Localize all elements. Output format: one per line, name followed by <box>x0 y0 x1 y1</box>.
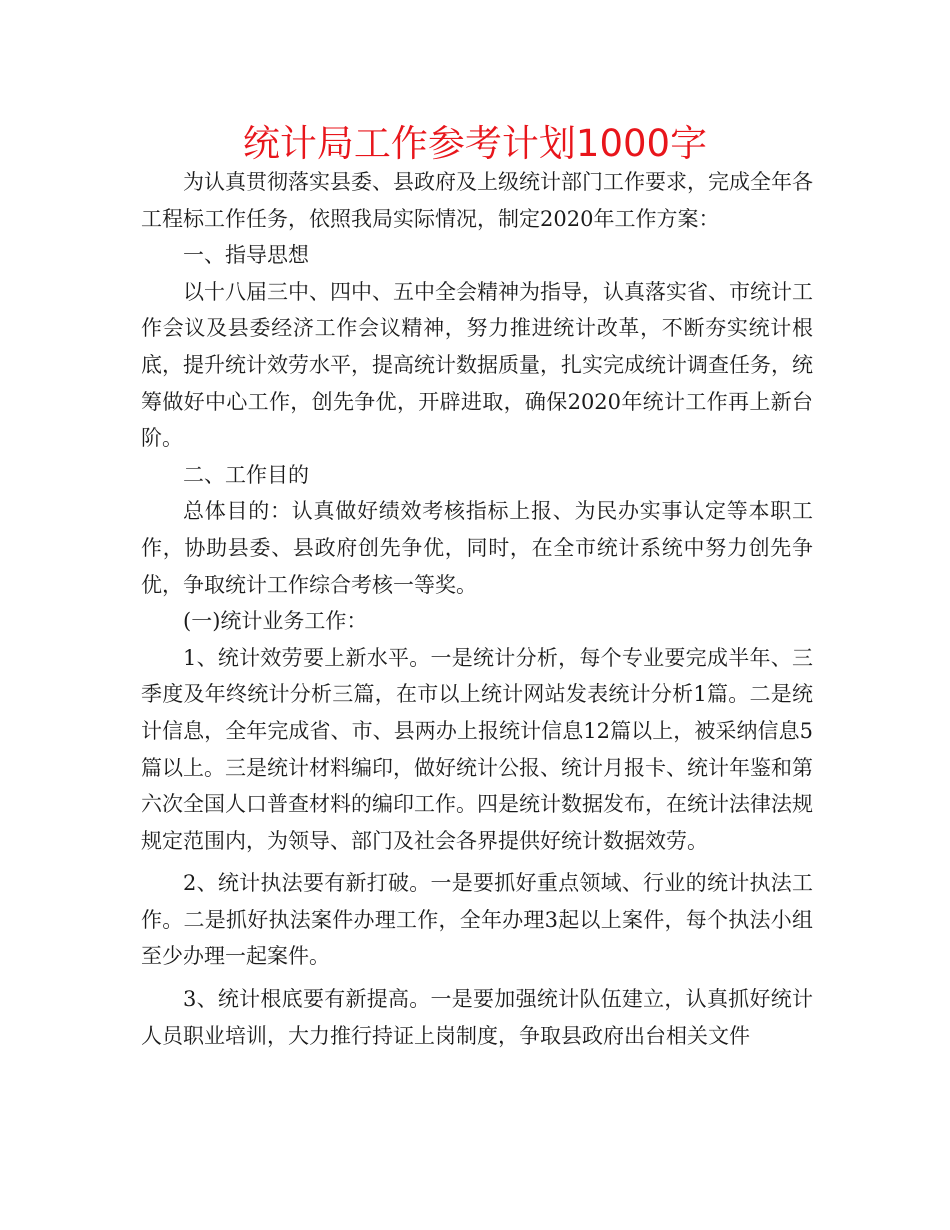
subsection-heading-statistical-business: (一)统计业务工作： <box>183 609 368 634</box>
paragraph-intro: 为认真贯彻落实县委、县政府及上级统计部门工作要求，完成全年各工程标工作任务，依照我局实际情况，制定2020年工作方案： <box>141 170 813 231</box>
section-heading-work-goals: 二、工作目的 <box>183 462 309 487</box>
paragraph-item-2: 2、统计执法要有新打破。一是要抓好重点领域、行业的统计执法工作。二是抓好执法案件办理工作，全年办理3起以上案件，每个执法小组至少办理一起案件。 <box>141 871 813 969</box>
paragraph-item-1: 1、统计效劳要上新水平。一是统计分析，每个专业要完成半年、三季度及年终统计分析三篇，在市以上统计网站发表统计分析1篇。二是统计信息，全年完成省、市、县两办上报统计信息12篇以上，被采纳信息5篇以上。三是统计材料编印，做好统计公报、统计月报卡、统计年鉴和第六次全国人口普查材料的编印工作。四是统计数据发布，在统计法律法规规定范围内，为领导、部门及社会各界提供好统计数据效劳。 <box>141 645 813 853</box>
paragraph-overall-goal: 总体目的：认真做好绩效考核指标上报、为民办实事认定等本职工作，协助县委、县政府创先争优，同时，在全市统计系统中努力创先争优，争取统计工作综合考核一等奖。 <box>141 499 813 597</box>
section-heading-guiding-ideology: 一、指导思想 <box>183 243 309 268</box>
paragraph-guiding-ideology: 以十八届三中、四中、五中全会精神为指导，认真落实省、市统计工作会议及县委经济工作会议精神，努力推进统计改革，不断夯实统计根底，提升统计效劳水平，提高统计数据质量，扎实完成统计调查任务，统筹做好中心工作，创先争优，开辟进取，确保2020年统计工作再上新台阶。 <box>141 279 813 451</box>
document-title: 统计局工作参考计划1000字 <box>242 122 708 165</box>
document-body <box>141 164 813 1054</box>
paragraph-item-3: 3、统计根底要有新提高。一是要加强统计队伍建立，认真抓好统计人员职业培训，大力推行持证上岗制度，争取县政府出台相关文件 <box>141 987 813 1048</box>
